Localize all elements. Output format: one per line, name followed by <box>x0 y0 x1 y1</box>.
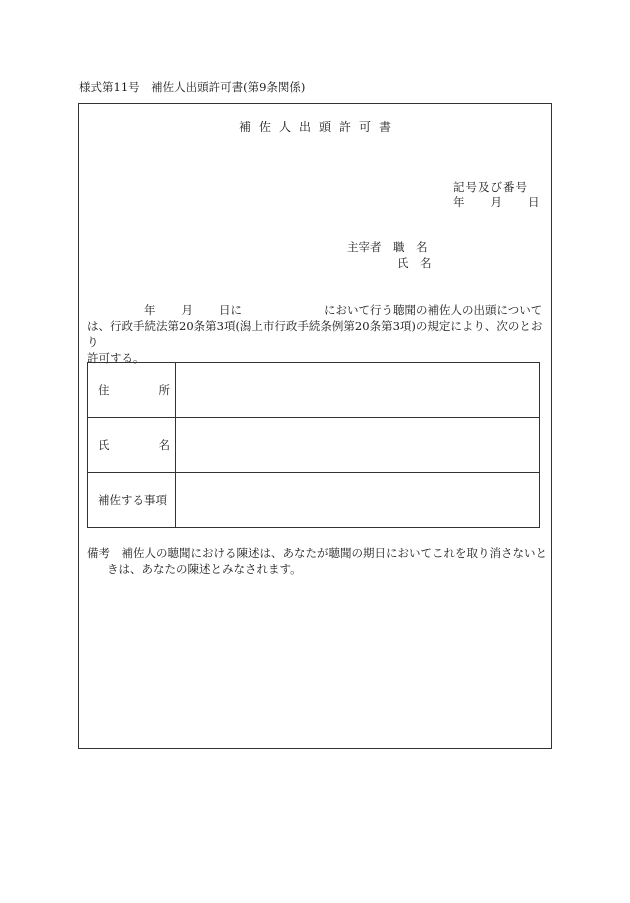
remarks-line-2: きは、あなたの陳述とみなされます。 <box>107 562 302 576</box>
issue-date-day: 日 <box>528 195 540 209</box>
title-char: 人 <box>278 120 291 134</box>
remarks <box>87 545 547 577</box>
assistant-info-table <box>87 362 540 528</box>
title-char: 書 <box>379 120 392 134</box>
address-field[interactable] <box>176 363 540 418</box>
remarks-line-1: 備考 補佐人の聴聞における陳述は、あなたが聴聞の期日においてこれを取り消さないと <box>87 546 547 560</box>
permission-statement <box>87 302 547 366</box>
statement-line-1: において行う聴聞の補佐人の出頭について <box>324 303 543 317</box>
issue-date <box>453 197 540 209</box>
table-row-address <box>88 363 540 418</box>
reference-number-label: 記号及び番号 <box>453 180 528 194</box>
title-char: 補 <box>238 120 251 134</box>
statement-line-3: 許可する。 <box>87 351 145 365</box>
issue-date-year: 年 <box>453 195 465 209</box>
assisted-matters-field[interactable] <box>176 473 540 528</box>
title-char: 許 <box>339 120 352 134</box>
presiding-officer-name: 氏 名 <box>397 256 432 270</box>
statement-line-2: は、行政手続法第20条第3項(潟上市行政手続条例第20条第3項)の規定により、次のとおり <box>87 319 543 349</box>
document-title <box>0 121 630 133</box>
hearing-month: 月 <box>181 303 193 317</box>
title-char: 頭 <box>319 120 332 134</box>
issue-date-month: 月 <box>490 195 502 209</box>
name-field[interactable] <box>176 418 540 473</box>
address-label: 住 所 <box>88 363 176 418</box>
table-row-matters <box>88 473 540 528</box>
title-char: 佐 <box>258 120 271 134</box>
table-row-name <box>88 418 540 473</box>
hearing-day: 日に <box>219 303 242 317</box>
title-char: 可 <box>359 120 372 134</box>
assisted-matters-label: 補佐する事項 <box>88 473 176 528</box>
form-number-label: 様式第11号 補佐人出頭許可書(第9条関係) <box>79 80 306 94</box>
hearing-year: 年 <box>144 303 156 317</box>
name-label: 氏 名 <box>88 418 176 473</box>
title-char: 出 <box>298 120 311 134</box>
presiding-officer-title: 主宰者 職 名 <box>347 240 428 254</box>
